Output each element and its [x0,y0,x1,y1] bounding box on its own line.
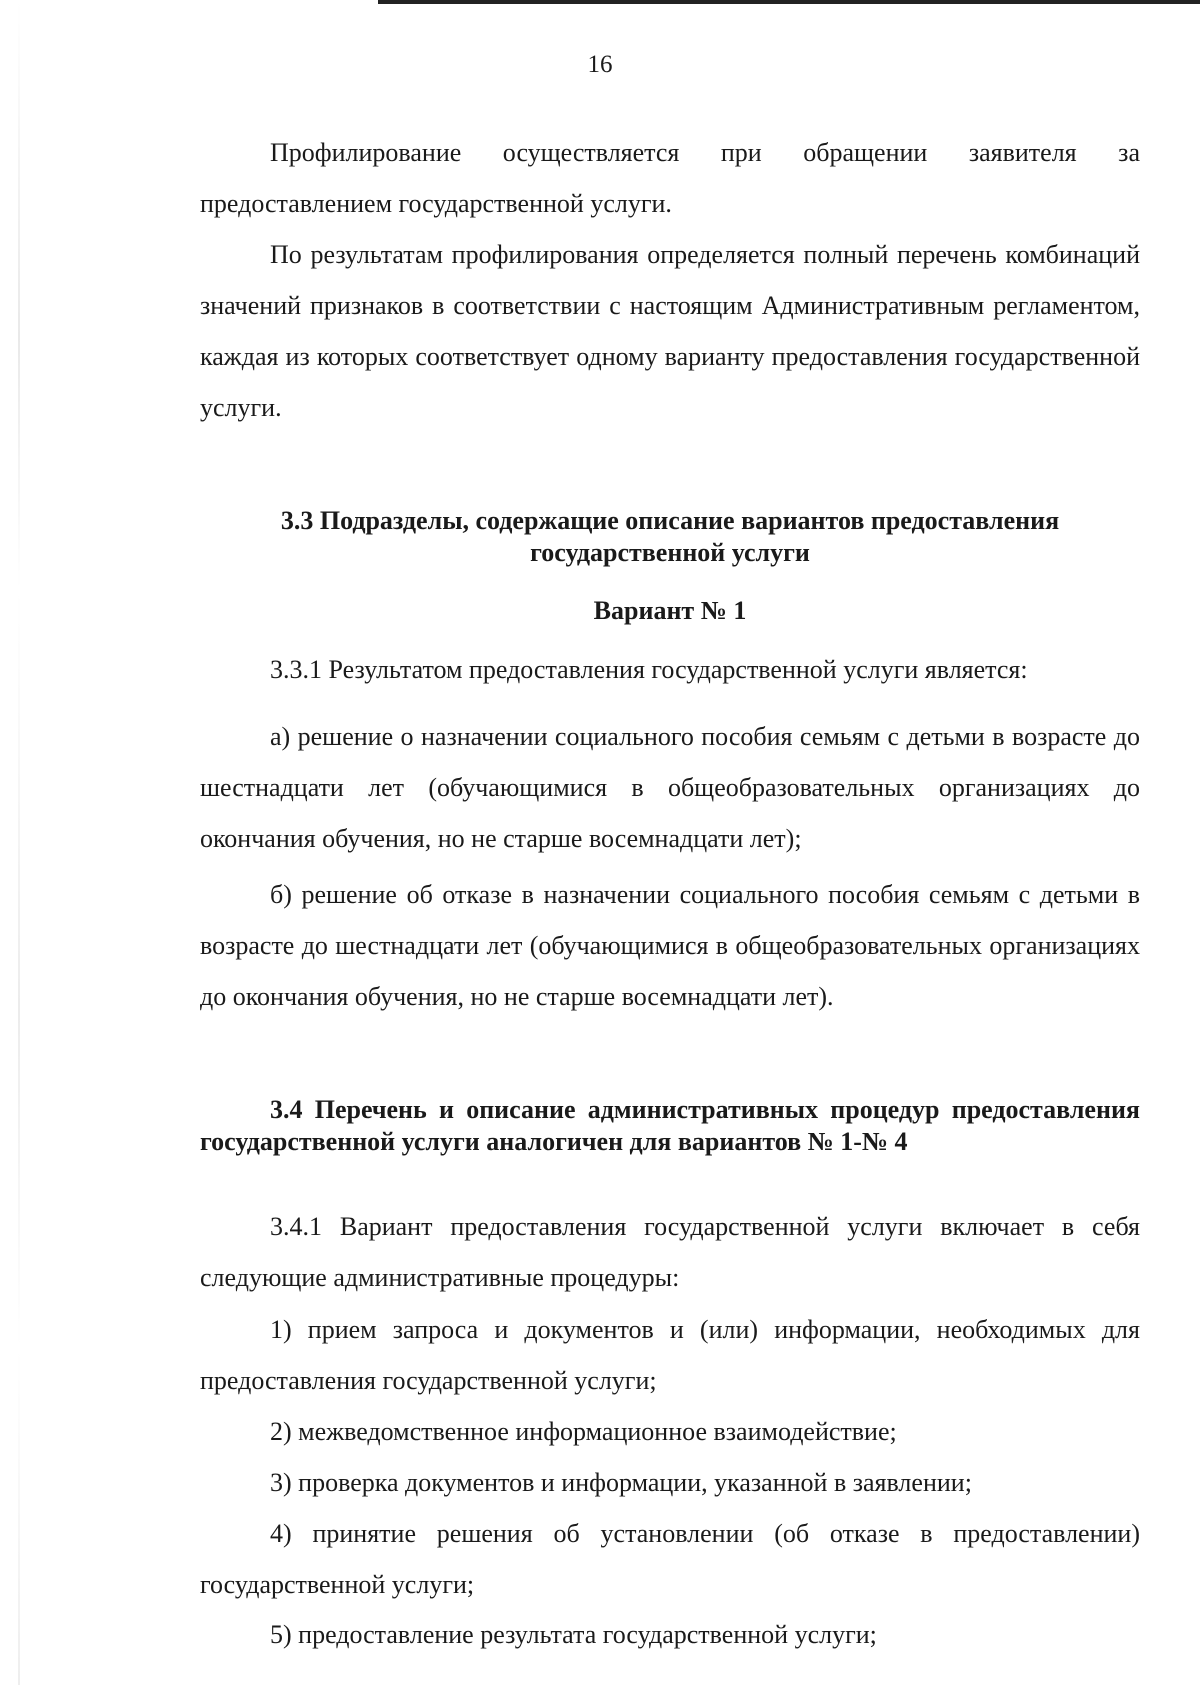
paragraph-proc-5: 5) предоставление результата государственной услуги; [270,1620,877,1649]
paragraph-result-a: а) решение о назначении социального пособия семьям с детьми в возрасте до шестнадцати лет (обучающимися в общеобразовательных организациях до окончания обучения, но не старше восемнадцати лет); [200,722,1140,853]
heading-variant-1: Вариант № 1 [593,596,747,625]
scan-edge-shadow [18,0,20,1685]
paragraph-proc-intro: 3.4.1 Вариант предоставления государственной услуги включает в себя следующие административные процедуры: [200,1212,1140,1292]
paragraph-proc-3: 3) проверка документов и информации, указанной в заявлении; [270,1468,972,1497]
paragraph-proc-2: 2) межведомственное информационное взаимодействие; [270,1417,897,1446]
heading-section-3-3: 3.3 Подразделы, содержащие описание вариантов предоставления государственной услуги [280,506,1060,567]
paragraph-result-b: б) решение об отказе в назначении социального пособия семьям с детьми в возрасте до шестнадцати лет (обучающимися в общеобразовательных организациях до окончания обучения, но не старше восемнадцати лет). [200,880,1140,1011]
paragraph-profiling-1: Профилирование осуществляется при обращении заявителя за предоставлением государственной услуги. [200,138,1140,218]
paragraph-proc-4: 4) принятие решения об установлении (об отказе в предоставлении) государственной услуги; [200,1519,1140,1599]
paragraph-proc-1: 1) прием запроса и документов и (или) информации, необходимых для предоставления государственной услуги; [200,1315,1140,1395]
page-number: 16 [587,51,613,78]
scan-top-border [378,0,1200,4]
paragraph-profiling-2: По результатам профилирования определяется полный перечень комбинаций значений признаков в соответствии с настоящим Административным регламентом, каждая из которых соответствует одному варианту предоставления государственной услуги. [200,240,1140,422]
paragraph-result-intro: 3.3.1 Результатом предоставления государственной услуги является: [270,655,1028,684]
heading-section-3-4: 3.4 Перечень и описание административных процедур предоставления государственной услуги аналогичен для вариантов № 1-№ 4 [200,1095,1140,1156]
